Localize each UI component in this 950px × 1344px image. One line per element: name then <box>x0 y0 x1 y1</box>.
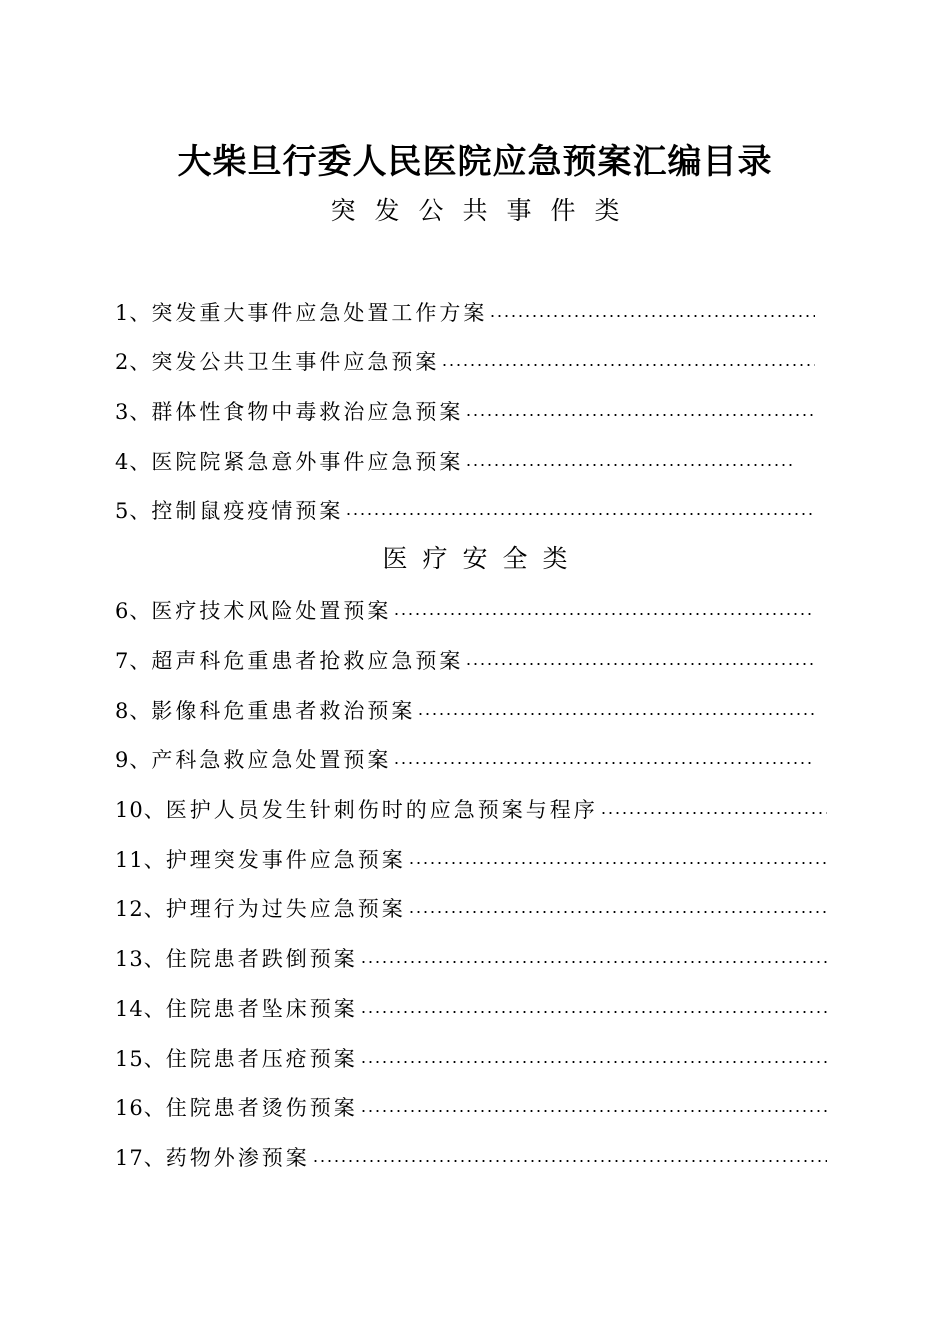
toc-item[interactable] <box>115 594 815 626</box>
toc-item[interactable] <box>115 345 815 377</box>
toc-item[interactable] <box>115 494 815 526</box>
toc-item[interactable] <box>115 694 815 726</box>
toc-item[interactable] <box>115 1141 827 1173</box>
toc-item[interactable] <box>115 296 815 328</box>
toc-item[interactable] <box>115 793 827 825</box>
toc-item-title: 住院患者跌倒预案 <box>165 947 358 971</box>
toc-item-title: 产科急救应急处置预案 <box>151 748 392 772</box>
toc-item-number: 10、 <box>115 798 166 822</box>
toc-item[interactable] <box>115 843 827 875</box>
toc-item-number: 12、 <box>115 897 166 921</box>
toc-item-number: 1、 <box>115 301 152 325</box>
toc-item-title: 药物外渗预案 <box>165 1146 310 1170</box>
toc-leader-dots <box>345 512 815 516</box>
toc-item[interactable] <box>115 892 827 924</box>
toc-item-title: 突发重大事件应急处置工作方案 <box>151 301 488 325</box>
toc-item-number: 2、 <box>115 350 152 374</box>
toc-item[interactable] <box>115 395 815 427</box>
toc-leader-dots <box>393 761 815 765</box>
toc-item-title: 控制鼠疫疫情预案 <box>151 499 344 523</box>
toc-item-number: 13、 <box>115 947 166 971</box>
toc-leader-dots <box>600 811 827 815</box>
toc-item-title: 护理行为过失应急预案 <box>165 897 406 921</box>
toc-leader-dots <box>417 712 815 716</box>
toc-item[interactable] <box>115 644 815 676</box>
toc-item-title: 住院患者烫伤预案 <box>165 1096 358 1120</box>
toc-item-number: 14、 <box>115 997 166 1021</box>
toc-item[interactable] <box>115 445 792 477</box>
toc-item-title: 群体性食物中毒救治应急预案 <box>151 400 464 424</box>
toc-item-number: 3、 <box>115 400 152 424</box>
toc-leader-dots <box>360 1060 827 1064</box>
document-title: 大柴旦行委人民医院应急预案汇编目录 <box>177 142 773 182</box>
toc-item-number: 7、 <box>115 649 152 673</box>
toc-leader-dots <box>489 314 815 318</box>
toc-item-title: 突发公共卫生事件应急预案 <box>151 350 440 374</box>
toc-leader-dots <box>360 1010 827 1014</box>
toc-item-number: 16、 <box>115 1096 166 1120</box>
toc-item-number: 5、 <box>115 499 152 523</box>
toc-item-title: 住院患者坠床预案 <box>165 997 358 1021</box>
toc-item-number: 4、 <box>115 450 152 474</box>
toc-leader-dots <box>465 413 815 417</box>
toc-item-number: 9、 <box>115 748 152 772</box>
toc-leader-dots <box>312 1159 827 1163</box>
toc-leader-dots <box>360 960 827 964</box>
toc-leader-dots <box>465 463 792 467</box>
toc-item-number: 8、 <box>115 699 152 723</box>
toc-item-title: 超声科危重患者抢救应急预案 <box>151 649 464 673</box>
toc-item-number: 6、 <box>115 599 152 623</box>
toc-item-title: 护理突发事件应急预案 <box>165 848 406 872</box>
toc-item-number: 17、 <box>115 1146 166 1170</box>
toc-leader-dots <box>360 1109 827 1113</box>
toc-item-title: 医护人员发生针刺伤时的应急预案与程序 <box>165 798 598 822</box>
toc-item[interactable] <box>115 942 827 974</box>
toc-item[interactable] <box>115 1091 827 1123</box>
toc-item-title: 影像科危重患者救治预案 <box>151 699 416 723</box>
toc-item[interactable] <box>115 743 815 775</box>
toc-item-number: 15、 <box>115 1047 166 1071</box>
toc-item-title: 医院院紧急意外事件应急预案 <box>151 450 464 474</box>
toc-leader-dots <box>441 363 815 367</box>
toc-leader-dots <box>393 612 815 616</box>
section-heading-medical-safety: 医疗安全类 <box>382 544 583 573</box>
toc-leader-dots <box>465 662 815 666</box>
toc-item[interactable] <box>115 1042 827 1074</box>
section-heading-public-emergencies: 突发公共事件类 <box>330 196 639 225</box>
toc-item[interactable] <box>115 992 827 1024</box>
toc-item-number: 11、 <box>115 848 166 872</box>
toc-leader-dots <box>408 910 827 914</box>
toc-leader-dots <box>408 861 827 865</box>
toc-item-title: 医疗技术风险处置预案 <box>151 599 392 623</box>
toc-item-title: 住院患者压疮预案 <box>165 1047 358 1071</box>
